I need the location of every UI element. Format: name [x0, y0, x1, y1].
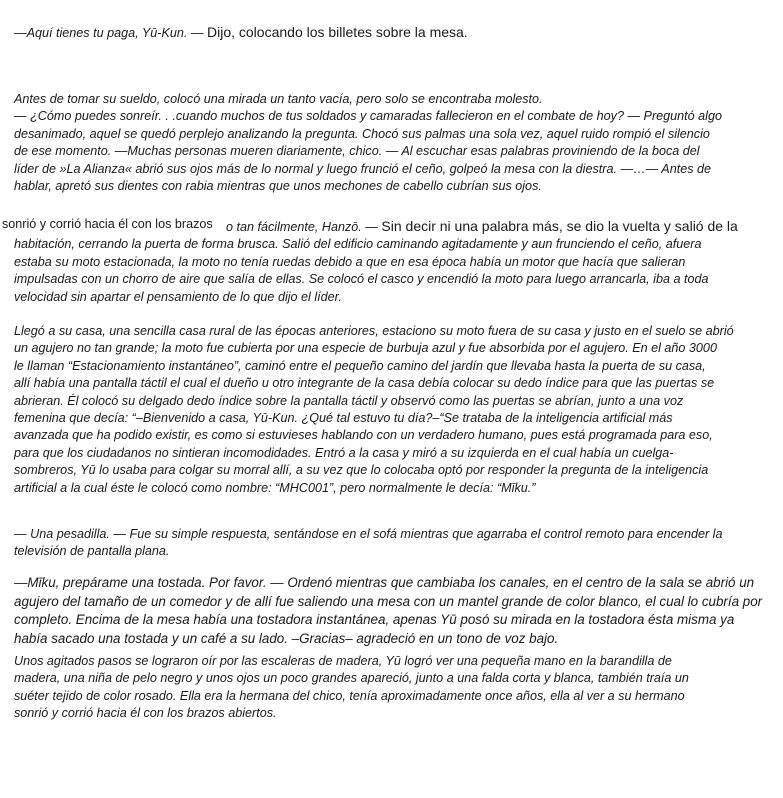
paragraph-toast	[14, 574, 776, 648]
paragraph-line: líder de »La Alianza« abrió sus ojos más de lo normal y luego frunció el ceño, golpeó la mesa con la diestra. —…— Antes de	[14, 161, 712, 176]
paragraph-line: para que los ciudadanos no sintieran incomodidades. Entró a la casa y miró a su izquierda en el cual había un cuelga-	[14, 445, 674, 460]
paragraph-line	[14, 24, 776, 42]
overlapping-text-fragment: sonrió y corrió hacia él con los brazos	[2, 217, 217, 231]
paragraph-departure	[14, 218, 776, 306]
dialog-text: o tan fácilmente, Hanzō. —	[226, 220, 382, 234]
paragraph-line: avanzada que ha podido existir, es como si estuvieses hablando con un verdadero humano, pues está programada para eso,	[14, 428, 713, 443]
paragraph-line: femenina que decía: “–Bienvenido a casa, Yū-Kun. ¿Qué tal estuvo tu día?–“Se trataba de la inteligencia artificial más	[14, 411, 673, 426]
paragraph-answer	[14, 526, 776, 561]
paragraph-question	[14, 91, 776, 195]
paragraph-line: sombreros, Yū lo usaba para colgar su morral allí, a su vez que lo colocaba optó por responder la pregunta de la inteligencia	[14, 463, 709, 478]
paragraph-line: suéter tejido de color rosado. Ella era la hermana del chico, tenía aproximadamente once años, ella al ver a su hermano	[14, 688, 685, 703]
paragraph-line: — ¿Cómo puedes sonreír. . .cuando muchos de tus soldados y camaradas fallecieron en el combate de hoy? — Preguntó algo	[14, 109, 722, 124]
paragraph-line: madera, una niña de pelo negro y unos ojos un poco grandes apareció, junto a una falda corta y blanca, también traía un	[14, 671, 689, 686]
narration-text: Sin decir ni una palabra más, se dio la vuelta y salió de la	[381, 218, 738, 234]
paragraph-line: — Una pesadilla. — Fue su simple respuesta, sentándose en el sofá mientras que agarraba el control remoto para encender la	[14, 527, 723, 541]
paragraph-line: desanimado, aquel se quedó perplejo analizando la pregunta. Chocó sus palmas una sola vez, aquel ruido rompió el silencio	[14, 126, 710, 141]
paragraph-arrival	[14, 323, 776, 497]
paragraph-line: estaba su moto estacionada, la moto no tenía ruedas debido a que en esa época había un motor que hacía que salieran	[14, 254, 686, 269]
paragraph-line: agujero del tamaño de un comedor y de allí fue saliendo una mesa con un mantel grande de color blanco, el cual lo cubría por	[14, 593, 763, 609]
paragraph-sister	[14, 653, 776, 723]
paragraph-line: artificial a la cual éste le colocó como nombre: “MHC001”, pero normalmente le decía: “Mīku.”	[14, 480, 536, 495]
paragraph-line: abrieran. Él colocó su delgado dedo índice sobre la pantalla táctil y observó como las puertas se abrían, junto a una voz	[14, 393, 684, 408]
paragraph-line: velocidad sin apartar el pensamiento de lo que dijo el líder.	[14, 289, 342, 304]
paragraph-line: un agujero no tan grande; la moto fue cubierta por una especie de burbuja azul y fue absorbida por el agujero. En el año 3000	[14, 341, 717, 356]
paragraph-line: le llaman “Estacionamiento instantáneo”, caminó entre el pequeño camino del jardín que llevaba hasta la puerta de su casa,	[14, 358, 706, 373]
paragraph-line: había sacado una tostada y un café a su lado. –Gracias– agradeció en un tono de voz bajo.	[14, 630, 559, 646]
paragraph-line: Llegó a su casa, una sencilla casa rural de las épocas anteriores, estaciono su moto fuera de su casa y justo en el suelo se abrió	[14, 324, 734, 338]
paragraph-line: hablar, apretó sus dientes con rabia mientras que unos mechones de cabello cubrían sus ojos.	[14, 179, 542, 194]
paragraph-line: Unos agitados pasos se lograron oír por las escaleras de madera, Yū logró ver una pequeña mano en la barandilla de	[14, 654, 672, 668]
dialog-text: —Aquí tienes tu paga, Yū-Kun. —	[14, 26, 207, 40]
paragraph-line: habitación, cerrando la puerta de forma brusca. Salió del edificio caminando agitadamente y aun frunciendo el ceño, afuera	[14, 237, 702, 252]
narration-text: Dijo, colocando los billetes sobre la mesa.	[207, 24, 468, 40]
paragraph-line: sonrió y corrió hacia él con los brazos abiertos.	[14, 706, 277, 721]
paragraph-line: —Mīku, prepárame una tostada. Por favor. — Ordenó mientras que cambiaba los canales, en el centro de la sala se abrió un	[14, 575, 755, 590]
paragraph-line: completo. Encima de la mesa había una tostadora instantánea, apenas Yū posó su mirada en la tostadora ésta misma ya	[14, 612, 735, 628]
paragraph-line: allí había una pantalla táctil el cual el dueño u otro integrante de la casa debía colocar su dedo índice para que las puertas se	[14, 376, 715, 391]
paragraph-line: impulsadas con un chorro de aire que salía de ellas. Se colocó el casco y encendió la moto para luego arrancarla, iba a toda	[14, 272, 709, 287]
paragraph-payment	[14, 24, 776, 42]
paragraph-line: Antes de tomar su sueldo, colocó una mirada un tanto vacía, pero solo se encontraba molesto.	[14, 92, 543, 106]
paragraph-line: de ese momento. —Muchas personas mueren diariamente, chico. — Al escuchar esas palabras proviniendo de la boca del	[14, 144, 700, 159]
paragraph-line: televisión de pantalla plana.	[14, 544, 170, 559]
